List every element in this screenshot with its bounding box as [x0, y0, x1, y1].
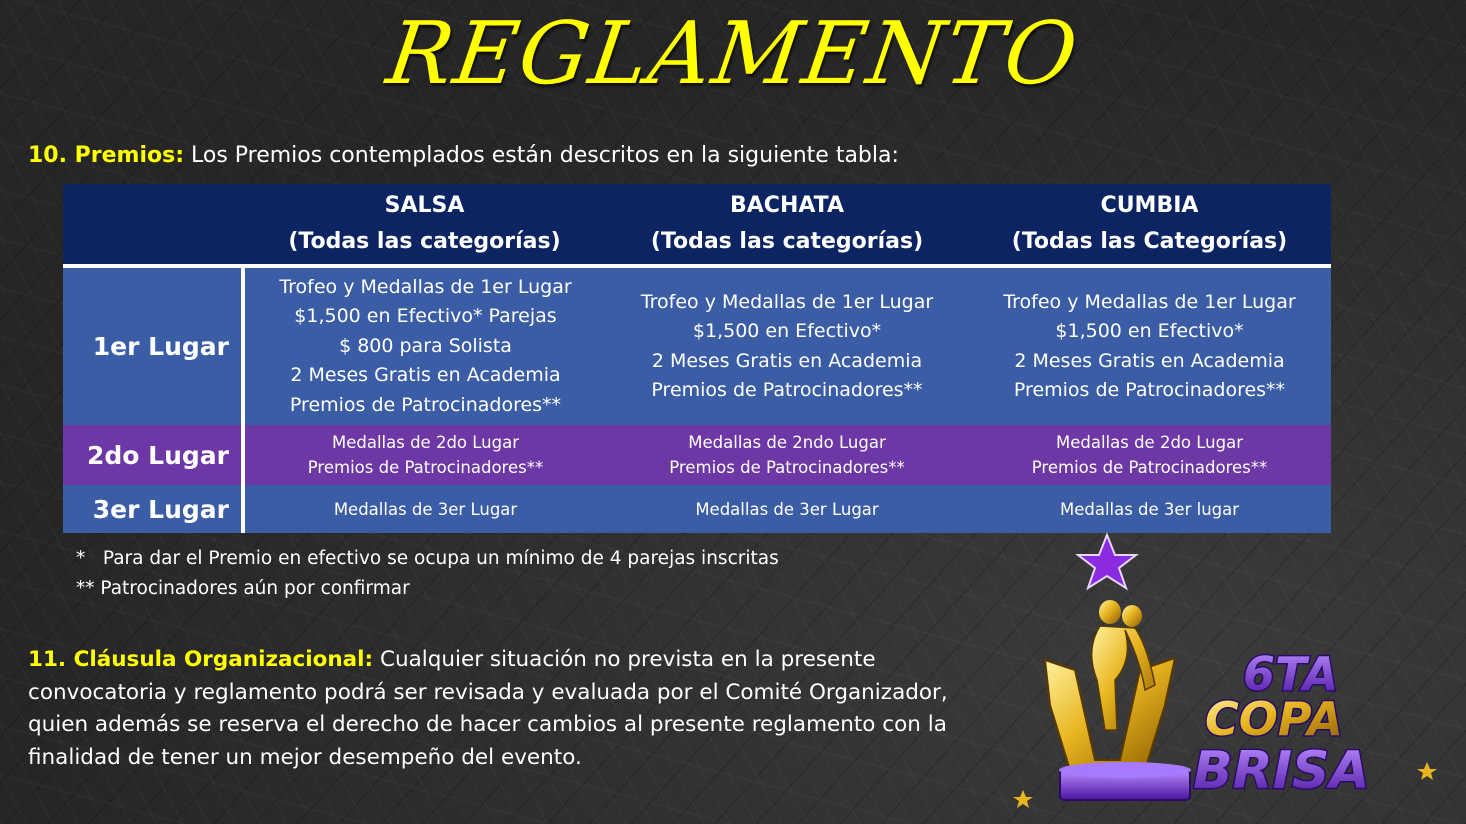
- section-11-text: Cualquier situación no prevista en la presente convocatoria y reglamento podrá ser revisada y evaluada por el Comité Organizador, quien además se reserva el derecho de hacer cambios al presente reglamento con la finalidad de tener un mejor desempeño del evento.: [28, 647, 948, 770]
- table-header-row: [63, 184, 1331, 264]
- prize-line: Premios de Patrocinadores**: [669, 458, 905, 477]
- star-icon: [1013, 790, 1033, 808]
- footnotes: [76, 544, 779, 604]
- column-name: SALSA: [384, 193, 465, 218]
- table-row-third-place: [63, 485, 1331, 533]
- prize-line: Premios de Patrocinadores**: [1031, 458, 1268, 477]
- prize-line: 2 Meses Gratis en Academia: [1014, 349, 1285, 372]
- column-name: BACHATA: [730, 193, 844, 218]
- prize-line: Premios de Patrocinadores**: [651, 379, 923, 401]
- prize-line: Premios de Patrocinadores**: [307, 458, 544, 477]
- section-10-intro: [28, 143, 899, 168]
- prize-line: Medallas de 3er Lugar: [333, 499, 518, 519]
- prize-cell-salsa: [243, 485, 606, 533]
- section-10-text: Los Premios contemplados están descritos en la siguiente tabla:: [184, 143, 899, 168]
- prize-cell-cumbia: [968, 268, 1331, 425]
- prize-line: $1,500 en Efectivo*: [1055, 320, 1244, 342]
- place-label: 2do Lugar: [63, 425, 243, 485]
- section-11-label: 11. Cláusula Organizacional:: [28, 647, 374, 672]
- prize-cell-cumbia: [968, 425, 1331, 485]
- column-header-salsa: [243, 184, 606, 264]
- page-title: REGLAMENTO: [381, 4, 1085, 104]
- prize-line: $1,500 en Efectivo* Parejas: [294, 305, 557, 328]
- prize-table: [63, 184, 1331, 533]
- star-icon: [1078, 535, 1136, 588]
- prize-line: Trofeo y Medallas de 1er Lugar: [640, 290, 934, 313]
- table-header-empty: [63, 184, 243, 264]
- column-name: CUMBIA: [1100, 193, 1199, 218]
- column-subtitle: (Todas las categorías): [650, 229, 924, 254]
- place-label: 1er Lugar: [63, 268, 243, 425]
- prize-line: $ 800 para Solista: [339, 334, 512, 357]
- logo-line-2: COPA: [1205, 692, 1343, 746]
- prize-line: Medallas de 2ndo Lugar: [688, 433, 886, 452]
- prize-line: Premios de Patrocinadores**: [1013, 379, 1286, 401]
- prize-line: $1,500 en Efectivo*: [692, 320, 882, 342]
- prize-cell-bachata: [606, 268, 968, 425]
- prize-line: Medallas de 2do Lugar: [1055, 433, 1243, 452]
- prize-cell-cumbia: [968, 485, 1331, 533]
- prize-cell-salsa: [243, 268, 606, 425]
- dancer-head-icon: [1122, 605, 1142, 627]
- prize-line: Trofeo y Medallas de 1er Lugar: [279, 275, 572, 298]
- table-row-second-place: [63, 425, 1331, 485]
- prize-cell-bachata: [606, 425, 968, 485]
- star-icon: [1417, 762, 1437, 780]
- prize-line: Medallas de 2do Lugar: [331, 433, 519, 452]
- column-subtitle: (Todas las categorías): [288, 229, 561, 254]
- prize-line: Premios de Patrocinadores**: [289, 393, 562, 416]
- prize-line: Trofeo y Medallas de 1er Lugar: [1003, 290, 1296, 313]
- prize-cell-bachata: [606, 485, 968, 533]
- logo-line-1: 6TA: [1243, 647, 1339, 701]
- logo-line-3: BRISA: [1193, 741, 1370, 801]
- prize-line: Medallas de 3er lugar: [1059, 499, 1240, 519]
- copa-brisa-logo: [1005, 530, 1445, 820]
- section-11-clause: [28, 644, 988, 774]
- section-10-label: 10. Premios:: [28, 143, 184, 168]
- dancer-head-icon: [1099, 600, 1121, 624]
- footnote-sponsors: ** Patrocinadores aún por confirmar: [76, 578, 410, 599]
- prize-line: 2 Meses Gratis en Academia: [651, 349, 923, 372]
- prize-line: Medallas de 3er Lugar: [695, 499, 879, 519]
- footnote-cash: * Para dar el Premio en efectivo se ocupa un mínimo de 4 parejas inscritas: [76, 548, 779, 569]
- prize-line: 2 Meses Gratis en Academia: [290, 364, 561, 387]
- prize-cell-salsa: [243, 425, 606, 485]
- table-row-first-place: [63, 268, 1331, 425]
- column-header-bachata: [606, 184, 968, 264]
- column-header-cumbia: [968, 184, 1331, 264]
- column-subtitle: (Todas las Categorías): [1011, 229, 1288, 254]
- place-label: 3er Lugar: [63, 485, 243, 533]
